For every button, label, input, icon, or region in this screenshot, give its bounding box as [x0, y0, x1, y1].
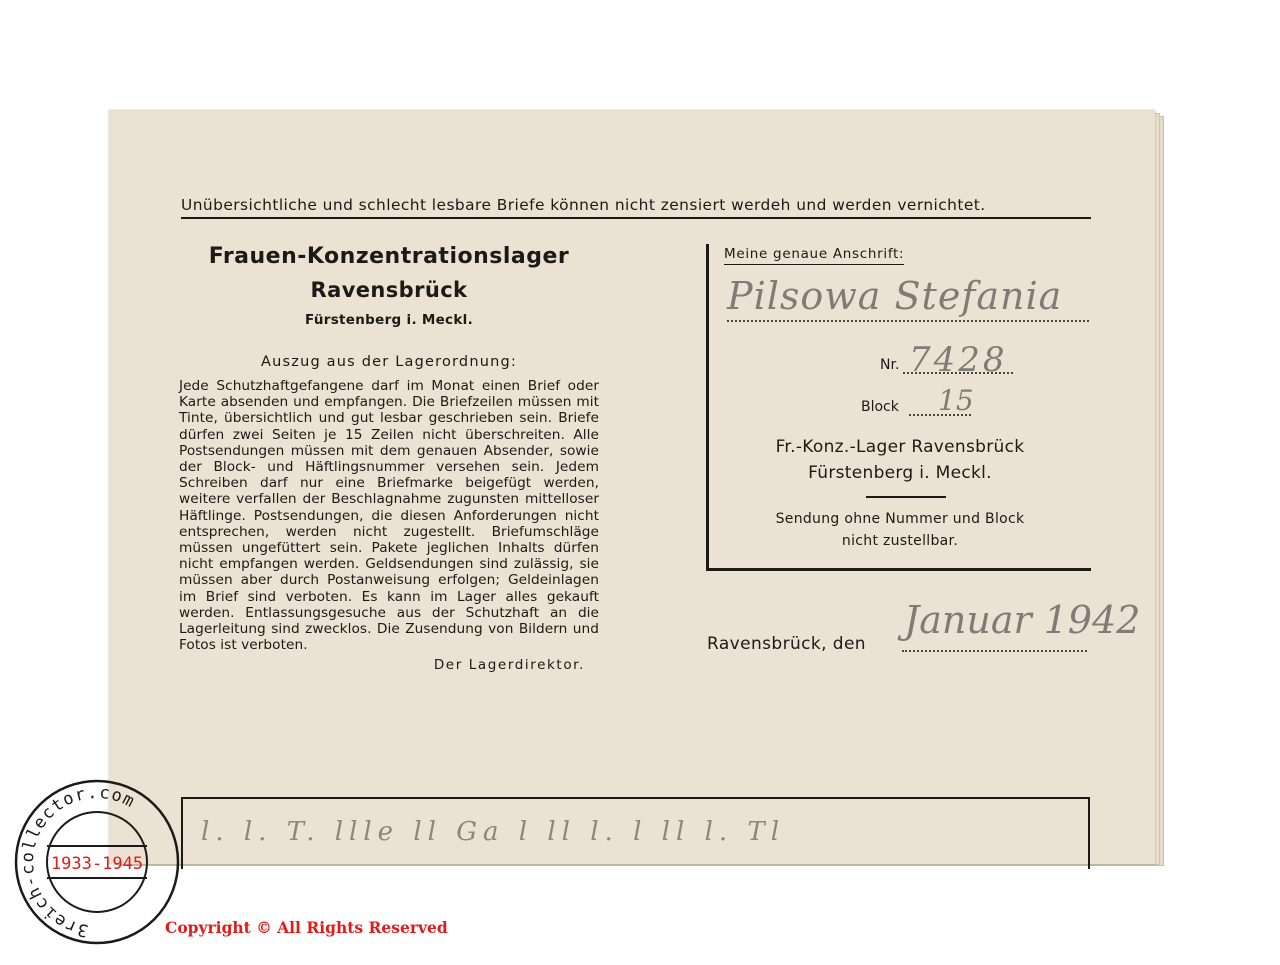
camp-location: Fürstenberg i. Meckl. — [305, 312, 473, 328]
camp-name: Ravensbrück — [310, 278, 468, 302]
block-label: Block — [861, 399, 899, 415]
address-divider — [866, 496, 946, 498]
rules-text: Jede Schutzhaftgefangene darf im Monat einen Brief oder Karte absenden und empfangen. Die Briefzeilen müssen mit Tinte, übersichtlich und gut lesbar geschrieben sein. Briefe dürfen zwei Seiten je 15 Zeilen nicht überschreiten. Alle Postsendungen müssen mit dem genauen Absender, sowie der Block- und Häftlingsnummer versehen sein. Jedem Schreiben darf nur eine Briefmarke beigefügt werden, weitere verfallen der Beschlagnahme zugunsten mittelloser Häftlinge. Postsendungen, die diesen Anforderungen nicht entsprechen, werden nicht zugestellt. Briefumschläge müssen ungefüttert sein. Pakete jeglichen Inhalts dürfen nicht empfangen werden. Geldsendungen sind zulässig, sie müssen aber durch Postanweisung erfolgen; Geldeinlagen im Brief sind verboten. Es kann im Lager alles gekauft werden. Entlassungsgesuche aus der Schutzhaft an die Lagerleitung sind zwecklos. Die Zusendung von Bildern und Fotos ist verboten. — [179, 378, 599, 654]
address-line-1: Fr.-Konz.-Lager Ravensbrück — [775, 437, 1025, 457]
camp-title: Frauen-Konzentrationslager — [208, 244, 570, 269]
delivery-note-2: nicht zustellbar. — [841, 533, 959, 549]
date-dotted-line — [902, 650, 1087, 652]
stamp-ring-text: 3reich-collector.com — [17, 782, 139, 941]
handwritten-number: 7428 — [909, 340, 1008, 380]
rules-heading: Auszug aus der Lagerordnung: — [261, 354, 517, 370]
handwritten-date: Januar 1942 — [904, 598, 1141, 642]
address-label: Meine genaue Anschrift: — [724, 246, 904, 265]
bottom-handwriting: l. l. T. llle ll Ga l ll l. l ll l. Tl — [201, 817, 786, 847]
stamp-years: 1933-1945 — [50, 854, 144, 874]
copyright-notice: Copyright © All Rights Reserved — [165, 918, 448, 937]
delivery-note-1: Sendung ohne Nummer und Block — [775, 511, 1025, 527]
letter-writing-box — [181, 797, 1090, 869]
letter-card — [109, 110, 1155, 864]
address-box — [706, 244, 1091, 571]
warning-line: Unübersichtliche und schlecht lesbare Briefe können nicht zensiert werdeh und werden vernichtet. — [181, 196, 1091, 219]
handwritten-block: 15 — [938, 384, 974, 417]
handwritten-name: Pilsowa Stefania — [727, 274, 1063, 318]
address-line-2: Fürstenberg i. Meckl. — [808, 463, 992, 483]
nr-label: Nr. — [880, 357, 900, 373]
rules-column — [179, 244, 599, 673]
name-dotted-line — [727, 320, 1089, 322]
date-label: Ravensbrück, den — [707, 634, 866, 654]
rules-signature: Der Lagerdirektor. — [433, 657, 585, 674]
collector-stamp — [10, 776, 185, 946]
